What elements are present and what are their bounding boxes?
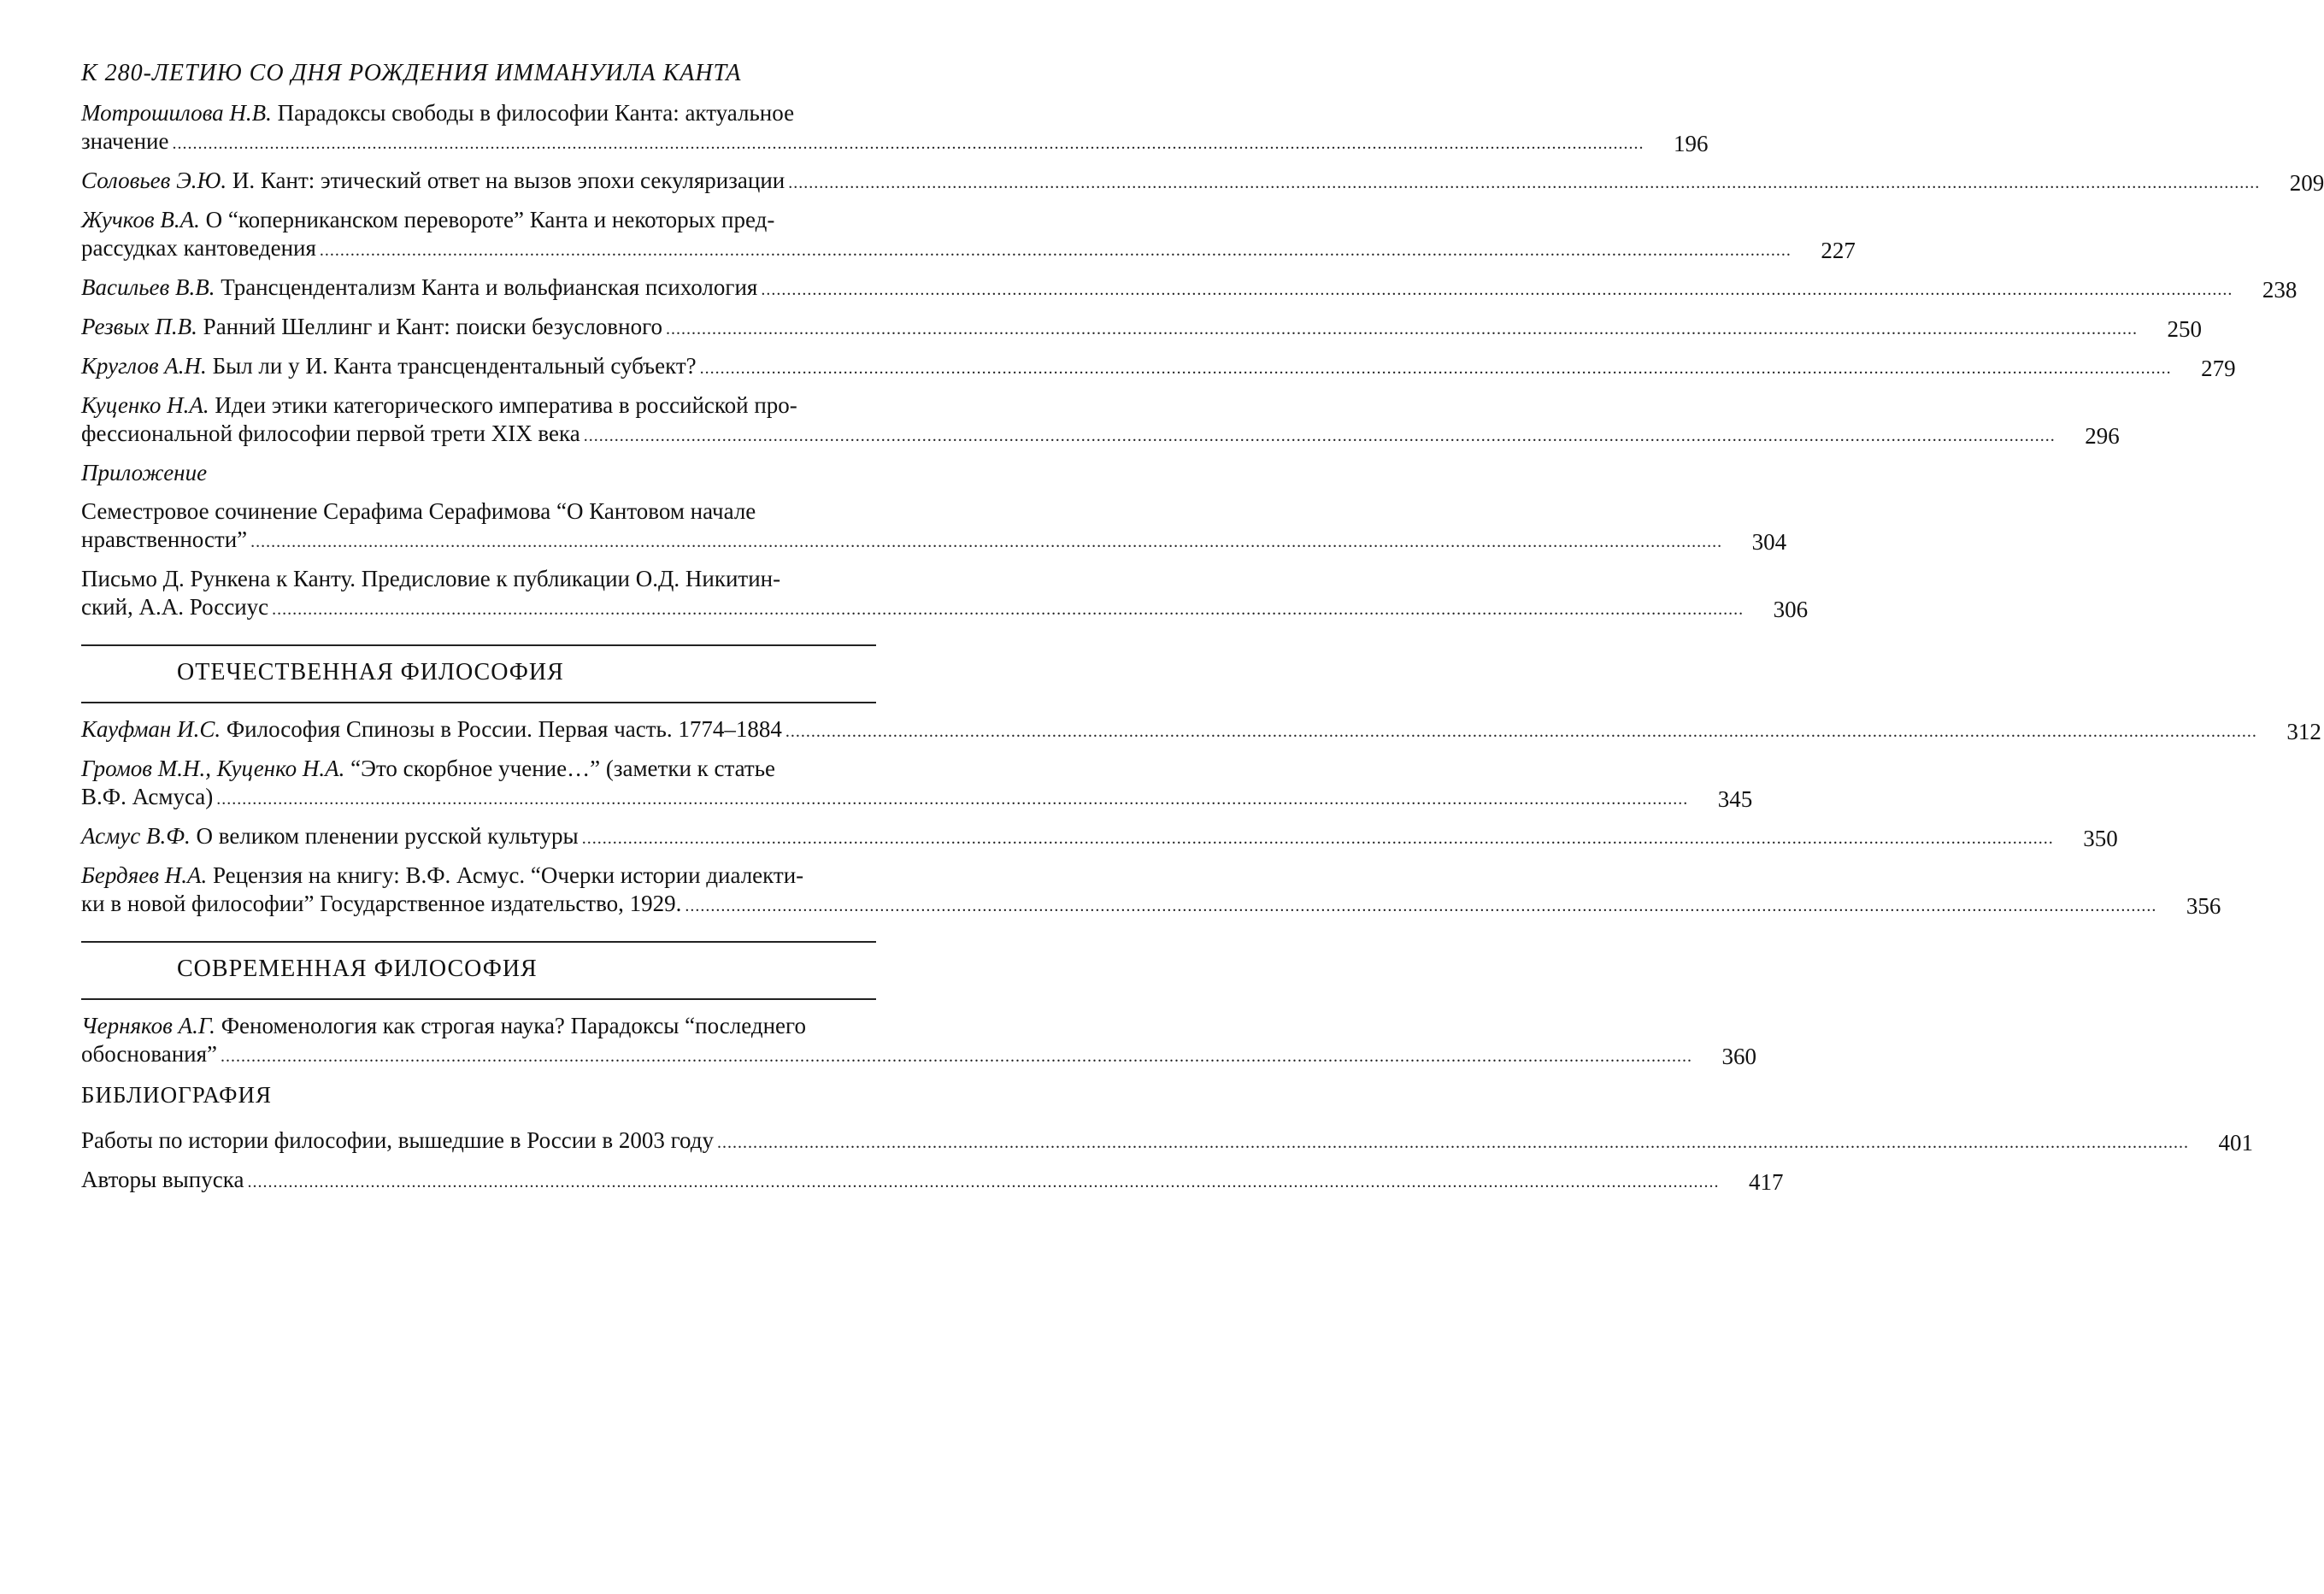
section-title-national: ОТЕЧЕСТВЕННАЯ ФИЛОСОФИЯ (177, 659, 564, 685)
toc-entry[interactable] (81, 1126, 2254, 1157)
toc-entry[interactable] (81, 206, 1856, 265)
leader-dots (788, 169, 2260, 197)
entry-title-line1: Письмо Д. Рункена к Канту. Предисловие к публикации О.Д. Никитин- (81, 566, 781, 591)
entry-title-line1: “Это скорбное учение…” (заметки к статье (344, 756, 776, 781)
entry-page-number: 350 (2083, 826, 2118, 851)
entry-page-number: 401 (2218, 1130, 2254, 1156)
toc-entry[interactable] (81, 755, 1753, 814)
toc-entry[interactable] (81, 715, 2321, 746)
entry-page-number: 312 (2286, 719, 2321, 744)
entry-author: Кауфман И.С. (81, 716, 221, 742)
toc-entry[interactable] (81, 497, 1787, 556)
entry-title-line2: О великом пленении русской культуры (190, 823, 579, 849)
section-divider (81, 941, 876, 943)
entry-author: Куценко Н.А. (81, 392, 209, 418)
entry-page-number: 196 (1673, 131, 1709, 156)
toc-entry[interactable] (81, 565, 1809, 624)
entry-page-number: 296 (2085, 423, 2120, 449)
entry-title-line2: ский, А.А. Россиус (81, 594, 269, 620)
entry-title-line2: Работы по истории философии, вышедшие в России в 2003 году (81, 1127, 715, 1153)
leader-dots (247, 1168, 1719, 1197)
entry-author: Бердяев Н.А. (81, 862, 208, 888)
section-title-modern: СОВРЕМЕННАЯ ФИЛОСОФИЯ (177, 956, 538, 982)
leader-dots (700, 355, 2172, 383)
entry-title-line2: ки в новой философии” Государственное издательство, 1929. (81, 891, 682, 916)
toc-entry[interactable] (81, 99, 1709, 158)
toc-entry[interactable] (81, 822, 2118, 853)
leader-dots (582, 825, 2054, 853)
entry-page-number: 345 (1717, 786, 1753, 812)
toc-entry[interactable] (81, 1166, 1784, 1197)
toc-entry[interactable] (81, 391, 2120, 450)
entry-title-line2: Был ли у И. Канта трансцендентальный субъект? (206, 353, 697, 379)
entry-title-line1: Рецензия на книгу: В.Ф. Асмус. “Очерки истории диалекти- (207, 862, 804, 888)
entry-page-number: 250 (2167, 316, 2202, 342)
entry-title-line2: обоснования” (81, 1041, 218, 1067)
entry-author: Черняков А.Г. (81, 1013, 215, 1038)
leader-dots (250, 528, 1722, 556)
entry-author: Васильев В.В. (81, 274, 215, 300)
entry-title-line2: Философия Спинозы в России. Первая часть. 1774–1884 (221, 716, 782, 742)
leader-dots (320, 237, 1792, 265)
entry-page-number: 238 (2262, 277, 2298, 303)
toc-entry[interactable] (81, 1012, 1757, 1071)
entry-title-line2: значение (81, 128, 169, 154)
entry-title-line1: Семестровое сочинение Серафима Серафимова “О Кантовом начале (81, 498, 756, 524)
toc-entry[interactable] (81, 313, 2202, 344)
entry-title-line2: нравственности” (81, 526, 248, 552)
entry-title-line2: В.Ф. Асмуса) (81, 784, 214, 809)
entry-title-line1: Парадоксы свободы в философии Канта: актуальное (271, 100, 795, 126)
leader-dots (785, 718, 2257, 746)
entry-page-number: 306 (1773, 597, 1809, 622)
leader-dots (172, 130, 1644, 158)
entry-author: Мотрошилова Н.В. (81, 100, 272, 126)
entry-page-number: 356 (2186, 893, 2221, 919)
entry-author: Соловьев Э.Ю. (81, 168, 227, 193)
entry-page-number: 227 (1821, 238, 1856, 263)
entry-title-line2: Ранний Шеллинг и Кант: поиски безусловного (197, 314, 662, 339)
appendix-label: Приложение (81, 460, 208, 485)
leader-dots (221, 1043, 1692, 1071)
entry-page-number: 417 (1748, 1169, 1784, 1195)
entry-title-line2: фессиональной философии первой трети XIX века (81, 421, 580, 446)
entry-page-number: 279 (2201, 356, 2236, 381)
table-of-contents (81, 60, 2324, 1205)
leader-dots (584, 422, 2056, 450)
entry-author: Асмус В.Ф. (81, 823, 191, 849)
section-title-kant: К 280-ЛЕТИЮ СО ДНЯ РОЖДЕНИЯ ИММАНУИЛА КАНТА (81, 60, 742, 86)
toc-entry[interactable] (81, 167, 2324, 197)
entry-author: Круглов А.Н. (81, 353, 207, 379)
leader-dots (216, 785, 1688, 814)
toc-entry[interactable] (81, 352, 2236, 383)
leader-dots (685, 892, 2156, 921)
leader-dots (717, 1129, 2189, 1157)
entry-author: Громов М.Н., Куценко Н.А. (81, 756, 345, 781)
entry-title-line2: рассудках кантоведения (81, 235, 316, 261)
section-divider (81, 644, 876, 646)
section-title-bibliography: БИБЛИОГРАФИЯ (81, 1082, 272, 1108)
leader-dots (761, 276, 2233, 304)
leader-dots (272, 596, 1744, 624)
entry-title-line1: Идеи этики категорического императива в российской про- (209, 392, 797, 418)
entry-title-line1: Феноменология как строгая наука? Парадоксы “последнего (215, 1013, 806, 1038)
leader-dots (666, 315, 2138, 344)
entry-title-line1: О “коперниканском перевороте” Канта и некоторых пред- (199, 207, 775, 232)
entry-title-line2: Авторы выпуска (81, 1167, 244, 1192)
toc-entry[interactable] (81, 274, 2298, 304)
entry-title-line2: Трансцендентализм Канта и вольфианская психология (215, 274, 758, 300)
entry-author: Жучков В.А. (81, 207, 200, 232)
entry-page-number: 304 (1751, 529, 1787, 555)
entry-page-number: 360 (1721, 1044, 1757, 1069)
toc-entry[interactable] (81, 862, 2221, 921)
entry-author: Резвых П.В. (81, 314, 197, 339)
entry-page-number: 209 (2289, 170, 2324, 196)
entry-title-line2: И. Кант: этический ответ на вызов эпохи секуляризации (227, 168, 785, 193)
